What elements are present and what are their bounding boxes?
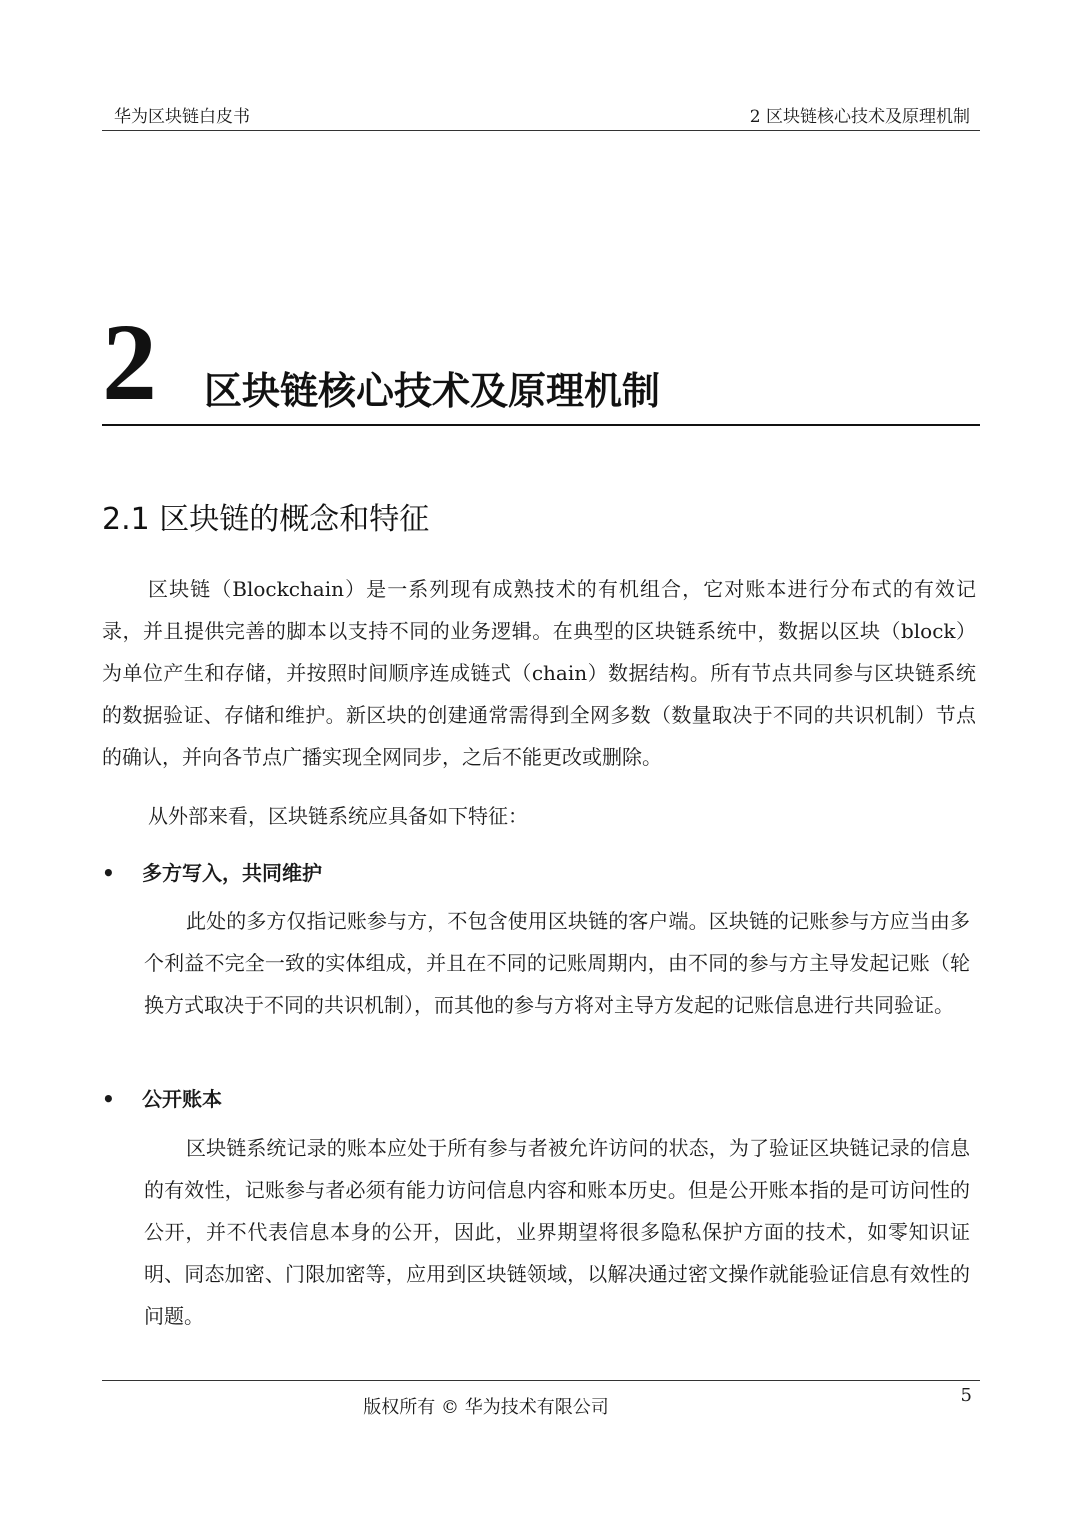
- copyright-line: [102, 1395, 980, 1421]
- chapter-number: 2: [102, 301, 157, 423]
- intro-paragraph: 区块链（Blockchain）是一系列现有成熟技术的有机组合，它对账本进行分布式的有效记录，并且提供完善的脚本以支持不同的业务逻辑。在典型的区块链系统中，数据以区块（block）为单位产生和存储，并按照时间顺序连成链式（chain）数据结构。所有节点共同参与区块链系统的数据验证、存储和维护。新区块的创建通常需得到全网多数（数量取决于不同的共识机制）节点的确认，并向各节点广播实现全网同步，之后不能更改或删除。: [102, 577, 976, 769]
- page-footer: [102, 1380, 980, 1418]
- feature-title-2: 公开账本: [142, 1087, 222, 1111]
- feature-body-1: 此处的多方仅指记账参与方，不包含使用区块链的客户端。区块链的记账参与方应当由多个利益不完全一致的实体组成，并且在不同的记账周期内，由不同的参与方主导发起记账（轮换方式取决于不同的共识机制），而其他的参与方将对主导方发起的记账信息进行共同验证。: [144, 909, 970, 1017]
- bullet-icon: •: [102, 861, 115, 885]
- feature-heading-1: [102, 858, 322, 888]
- page-header: [102, 104, 980, 131]
- header-doc-title: 华为区块链白皮书: [114, 107, 250, 127]
- chapter-heading: [102, 300, 980, 426]
- chapter-title: 区块链核心技术及原理机制: [204, 369, 661, 413]
- section-title: 2.1 区块链的概念和特征: [102, 502, 430, 537]
- feature-heading-2: [102, 1084, 222, 1114]
- page-number: 5: [960, 1385, 972, 1406]
- feature-title-1: 多方写入，共同维护: [142, 861, 322, 885]
- features-lead-paragraph: 从外部来看，区块链系统应具备如下特征：: [148, 804, 528, 828]
- header-chapter-title: 2 区块链核心技术及原理机制: [749, 107, 970, 127]
- bullet-icon: •: [102, 1087, 115, 1111]
- feature-body-2: 区块链系统记录的账本应处于所有参与者被允许访问的状态，为了验证区块链记录的信息的有效性，记账参与者必须有能力访问信息内容和账本历史。但是公开账本指的是可访问性的公开，并不代表信息本身的公开，因此，业界期望将很多隐私保护方面的技术，如零知识证明、同态加密、门限加密等，应用到区块链领域，以解决通过密文操作就能验证信息有效性的问题。: [144, 1136, 970, 1328]
- copyright-text: 版权所有 © 华为技术有限公司: [363, 1397, 609, 1418]
